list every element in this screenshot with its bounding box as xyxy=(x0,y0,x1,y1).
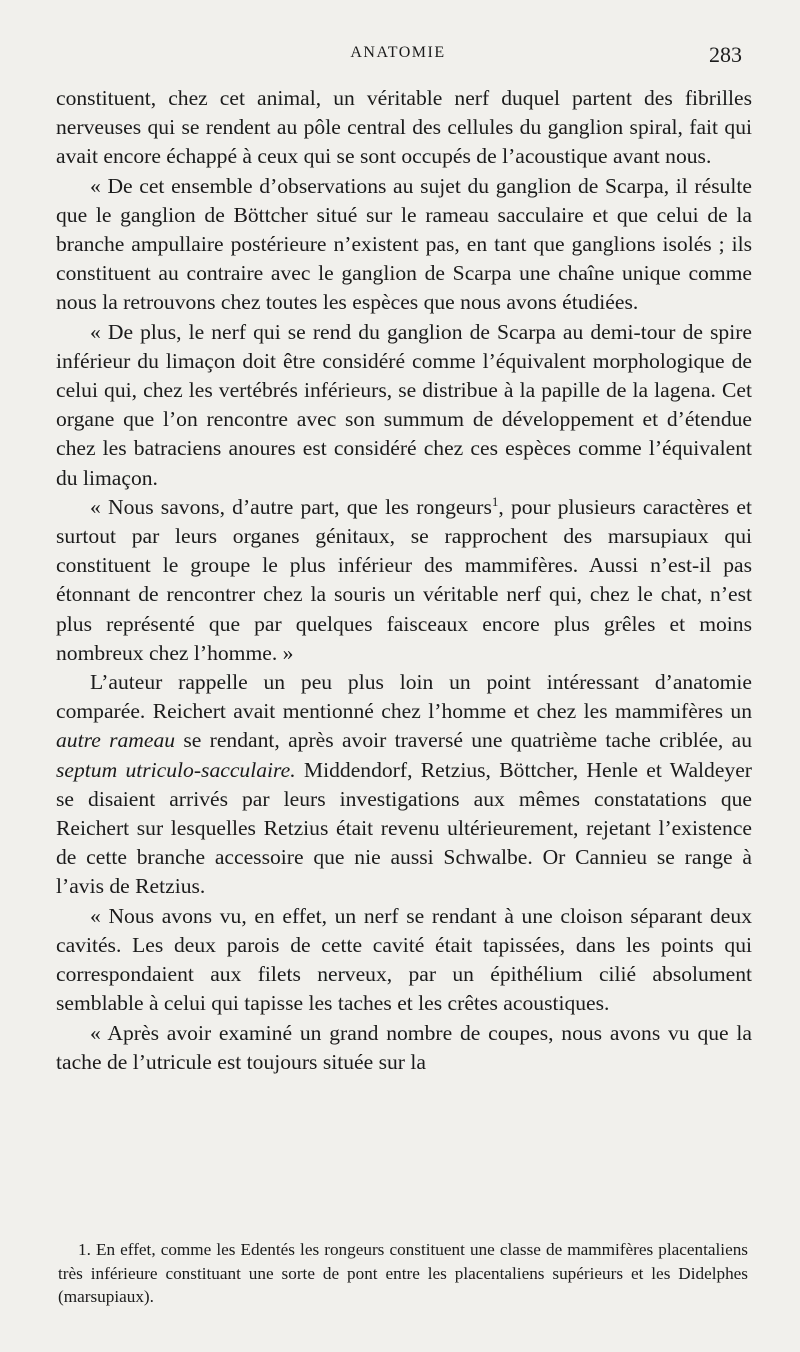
paragraph-5-text-a: L’auteur rappelle un peu plus loin un point intéressant d’anatomie comparée. Reichert avait mentionné chez l’homme et chez les mammifères un xyxy=(56,670,752,724)
paragraph-5 xyxy=(56,668,752,902)
page-header xyxy=(54,40,742,70)
footnotes xyxy=(58,1238,748,1309)
body-text xyxy=(56,84,752,1077)
paragraph-7: « Après avoir examiné un grand nombre de coupes, nous avons vu que la tache de l’utricule est toujours située sur la xyxy=(56,1020,752,1074)
paragraph-3: « De plus, le nerf qui se rend du ganglion de Scarpa au demi-tour de spire inférieur du limaçon doit être considéré comme l’équivalent morphologique de celui qui, chez les vertébrés inférieurs, se distribue à la papille de la lagena. Cet organe que l’on rencontre avec son summum de développement et d’étendue chez les batraciens anoures est considéré chez ces espèces comme l’équivalent du limaçon. xyxy=(56,319,752,490)
paragraph-4-text-b: , pour plusieurs caractères et surtout par leurs organes génitaux, se rapprochent des marsupiaux qui constituent le groupe le plus inférieur des mammifères. Aussi n’est-il pas étonnant de rencontrer chez la souris un véritable nerf qui, chez le chat, n’est plus représenté que par quelques faisceaux encore plus grêles et moins nombreux chez l’homme. » xyxy=(56,494,752,665)
paragraph-5-text-b: se rendant, après avoir traversé une quatrième tache criblée, au xyxy=(175,728,753,753)
page-number: 283 xyxy=(709,42,742,67)
italic-term-autre-rameau: autre rameau xyxy=(56,728,176,753)
footnote-1: 1. En effet, comme les Edentés les rongeurs constituent une classe de mammifères placentaliens très inférieure constituant une sorte de pont entre les placentaliens supérieurs et les Didelphes (marsupiaux). xyxy=(58,1240,748,1307)
paragraph-6: « Nous avons vu, en effet, un nerf se rendant à une cloison séparant deux cavités. Les deux parois de cette cavité était tapissées, dans les points qui correspondaient aux filets nerveux, par un épithélium cilié absolument semblable à celui qui tapisse les taches et les crêtes acoustiques. xyxy=(56,903,752,1016)
paragraph-5-text-c: Middendorf, Retzius, Böttcher, Henle et Waldeyer se disaient arrivés par leurs investigations aux mêmes constatations que Reichert sur lesquelles Retzius était revenu ultérieurement, rejetant l’existence de cette branche accessoire que nie aussi Schwalbe. Or Cannieu se range à l’avis de Retzius. xyxy=(56,757,752,899)
paragraph-2: « De cet ensemble d’observations au sujet du ganglion de Scarpa, il résulte que le ganglion de Böttcher situé sur le rameau sacculaire et que celui de la branche ampullaire postérieure n’existent pas, en tant que ganglions isolés ; ils constituent au contraire avec le ganglion de Scarpa une chaîne unique comme nous la retrouvons chez toutes les espèces que nous avons étudiées. xyxy=(56,173,752,315)
paragraph-1: constituent, chez cet animal, un véritable nerf duquel partent des fibrilles nerveuses qui se rendent au pôle central des cellules du ganglion spiral, fait qui avait encore échappé à ceux qui se sont occupés de l’acoustique avant nous. xyxy=(56,86,752,169)
paragraph-4-text-a: « Nous savons, d’autre part, que les rongeurs xyxy=(90,494,492,519)
italic-term-septum: septum utriculo-sacculaire. xyxy=(56,757,296,782)
footnote-reference: 1 xyxy=(491,493,499,509)
paragraph-4 xyxy=(56,493,752,668)
running-title: ANATOMIE xyxy=(350,44,446,61)
